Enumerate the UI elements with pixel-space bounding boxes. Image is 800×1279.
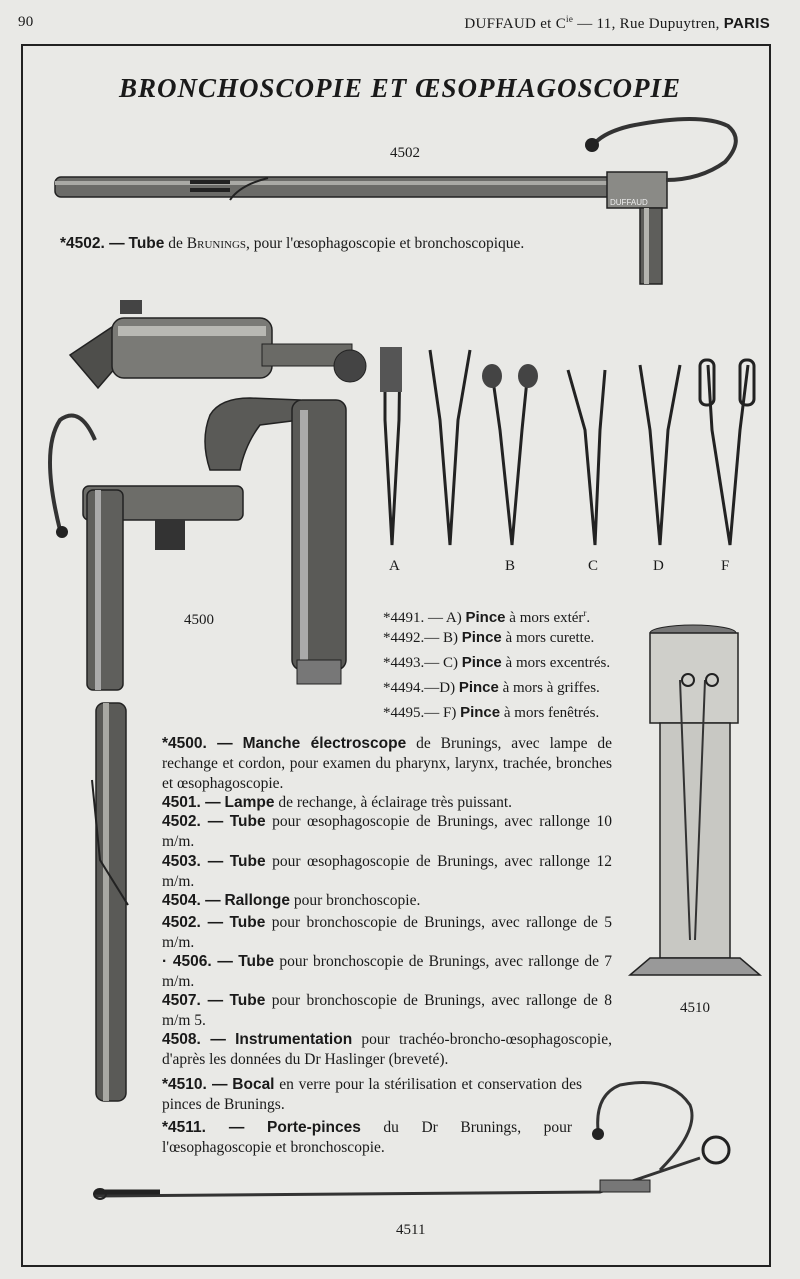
item-4506: · 4506. — Tube pour bronchoscopie de Brunings, avec rallonge de 7 m/m. bbox=[162, 953, 613, 990]
publisher-city: PARIS bbox=[723, 15, 770, 32]
item-4508: 4508. — Instrumentation pour trachéo-broncho-œsophagoscopie, d'après les données du Dr Haslinger (breveté). bbox=[162, 1031, 612, 1068]
item-4507: 4507. — Tube pour bronchoscopie de Brunings, avec rallonge de 8 m/m 5. bbox=[162, 992, 612, 1029]
caption-4502-text-a: de bbox=[168, 235, 183, 252]
publisher-address: — 11, Rue Dupuytren, bbox=[577, 16, 720, 32]
page-title: BRONCHOSCOPIE ET ŒSOPHAGOSCOPIE bbox=[118, 73, 682, 103]
pince-item: *4491. — A) Pince à mors extér$^r$. bbox=[383, 608, 591, 626]
item-4501: 4501. — Lampe de rechange, à éclairage très puissant. bbox=[162, 794, 513, 811]
pince-letter-a: A bbox=[389, 558, 400, 574]
pince-item: *4492.— B) Pince à mors curette. bbox=[383, 629, 595, 646]
item-4502b: 4502. — Tube pour œsophagoscopie de Brunings, avec rallonge 10 m/m. bbox=[162, 813, 612, 850]
pince-letter-c: C bbox=[588, 558, 599, 574]
caption-4502-name: Tube bbox=[128, 235, 165, 252]
pince-item: *4493.— C) Pince à mors excentrés. bbox=[383, 654, 611, 671]
figure-label-4500: 4500 bbox=[184, 612, 214, 628]
pince-item: *4495.— F) Pince à mors fenêtrés. bbox=[383, 704, 600, 721]
figure-label-4511: 4511 bbox=[396, 1222, 426, 1238]
figure-label-4510: 4510 bbox=[680, 1000, 710, 1016]
item-4510: *4510. — Bocal en verre pour la stérilisation et conservation des pinces de Brunings. bbox=[162, 1076, 582, 1113]
figure-label-4502: 4502 bbox=[390, 145, 420, 161]
pince-item: *4494.—D) Pince à mors à griffes. bbox=[383, 679, 600, 696]
publisher-name: DUFFAUD et C bbox=[464, 16, 567, 32]
caption-4502-number: *4502. — bbox=[60, 235, 125, 252]
item-4504: 4504. — Rallonge pour bronchoscopie. bbox=[162, 892, 421, 909]
item-4505: 4502. — Tube pour bronchoscopie de Brunings, avec rallonge de 5 m/m. bbox=[162, 914, 612, 951]
pince-letter-b: B bbox=[505, 558, 516, 574]
publisher-sup: ie bbox=[566, 14, 574, 24]
item-4511: *4511. — Porte-pinces du Dr Brunings, pour l'œsophagoscopie et bronchoscopie. bbox=[162, 1119, 573, 1156]
item-4500: *4500. — Manche électroscope de Brunings, avec lampe de rechange et cordon, pour examen du pharynx, larynx, trachée, bronches et œsophagoscopie. bbox=[162, 735, 612, 792]
pince-letter-d: D bbox=[653, 558, 664, 574]
pince-letter-f: F bbox=[721, 558, 730, 574]
caption-4502-text-b: , pour l'œsophagoscopie et bronchoscopique. bbox=[246, 235, 525, 252]
page-number: 90 bbox=[18, 14, 34, 30]
tube-engraving: DUFFAUD bbox=[610, 198, 648, 207]
item-4503: 4503. — Tube pour œsophagoscopie de Brunings, avec rallonge 12 m/m. bbox=[162, 853, 612, 890]
caption-4502-author: Brunings bbox=[186, 235, 247, 252]
